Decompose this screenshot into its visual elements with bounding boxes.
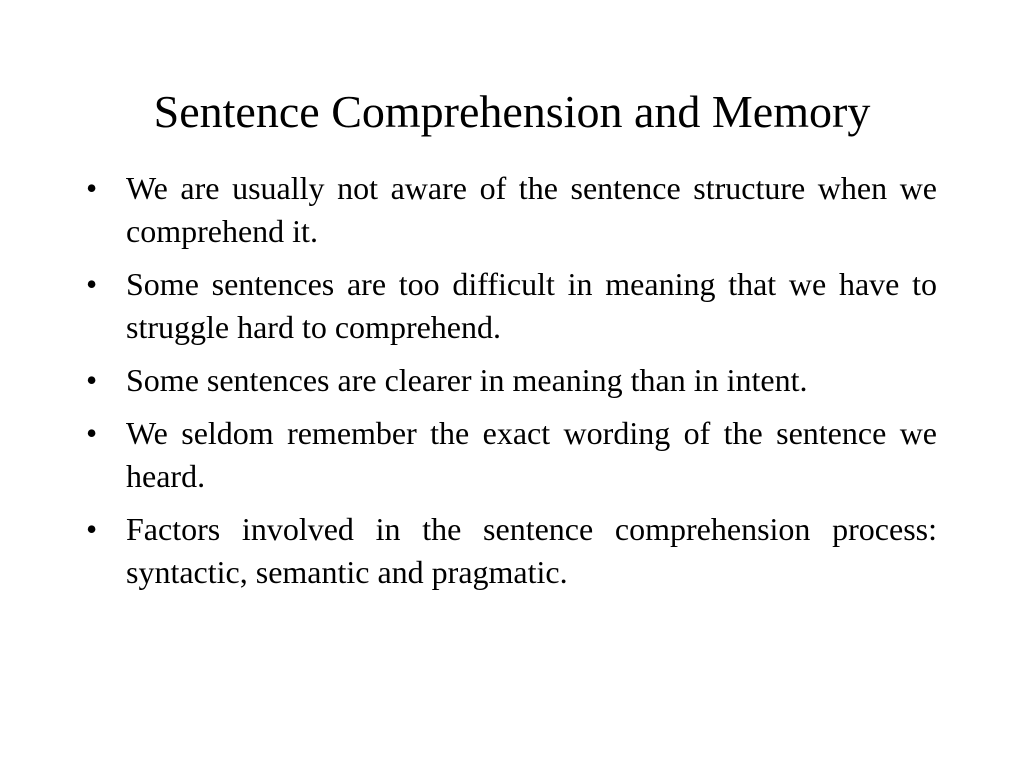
bullet-icon: • (86, 415, 98, 451)
slide-title: Sentence Comprehension and Memory (153, 86, 871, 137)
bullet-item (86, 263, 937, 349)
bullet-icon: • (86, 266, 98, 302)
bullet-icon: • (86, 511, 98, 547)
bullet-text: We seldom remember the exact wording of the sentence we heard. (126, 415, 937, 494)
bullet-text: Some sentences are clearer in meaning than in intent. (126, 362, 808, 398)
bullet-list (86, 167, 937, 604)
bullet-text: We are usually not aware of the sentence structure when we comprehend it. (126, 170, 937, 249)
bullet-item (86, 508, 937, 594)
bullet-item (86, 412, 937, 498)
bullet-text: Factors involved in the sentence comprehension process: syntactic, semantic and pragmatic. (126, 511, 937, 590)
bullet-icon: • (86, 362, 98, 398)
bullet-item (86, 167, 937, 253)
bullet-item (86, 359, 937, 402)
bullet-icon: • (86, 170, 98, 206)
bullet-text: Some sentences are too difficult in meaning that we have to struggle hard to comprehend. (126, 266, 937, 345)
